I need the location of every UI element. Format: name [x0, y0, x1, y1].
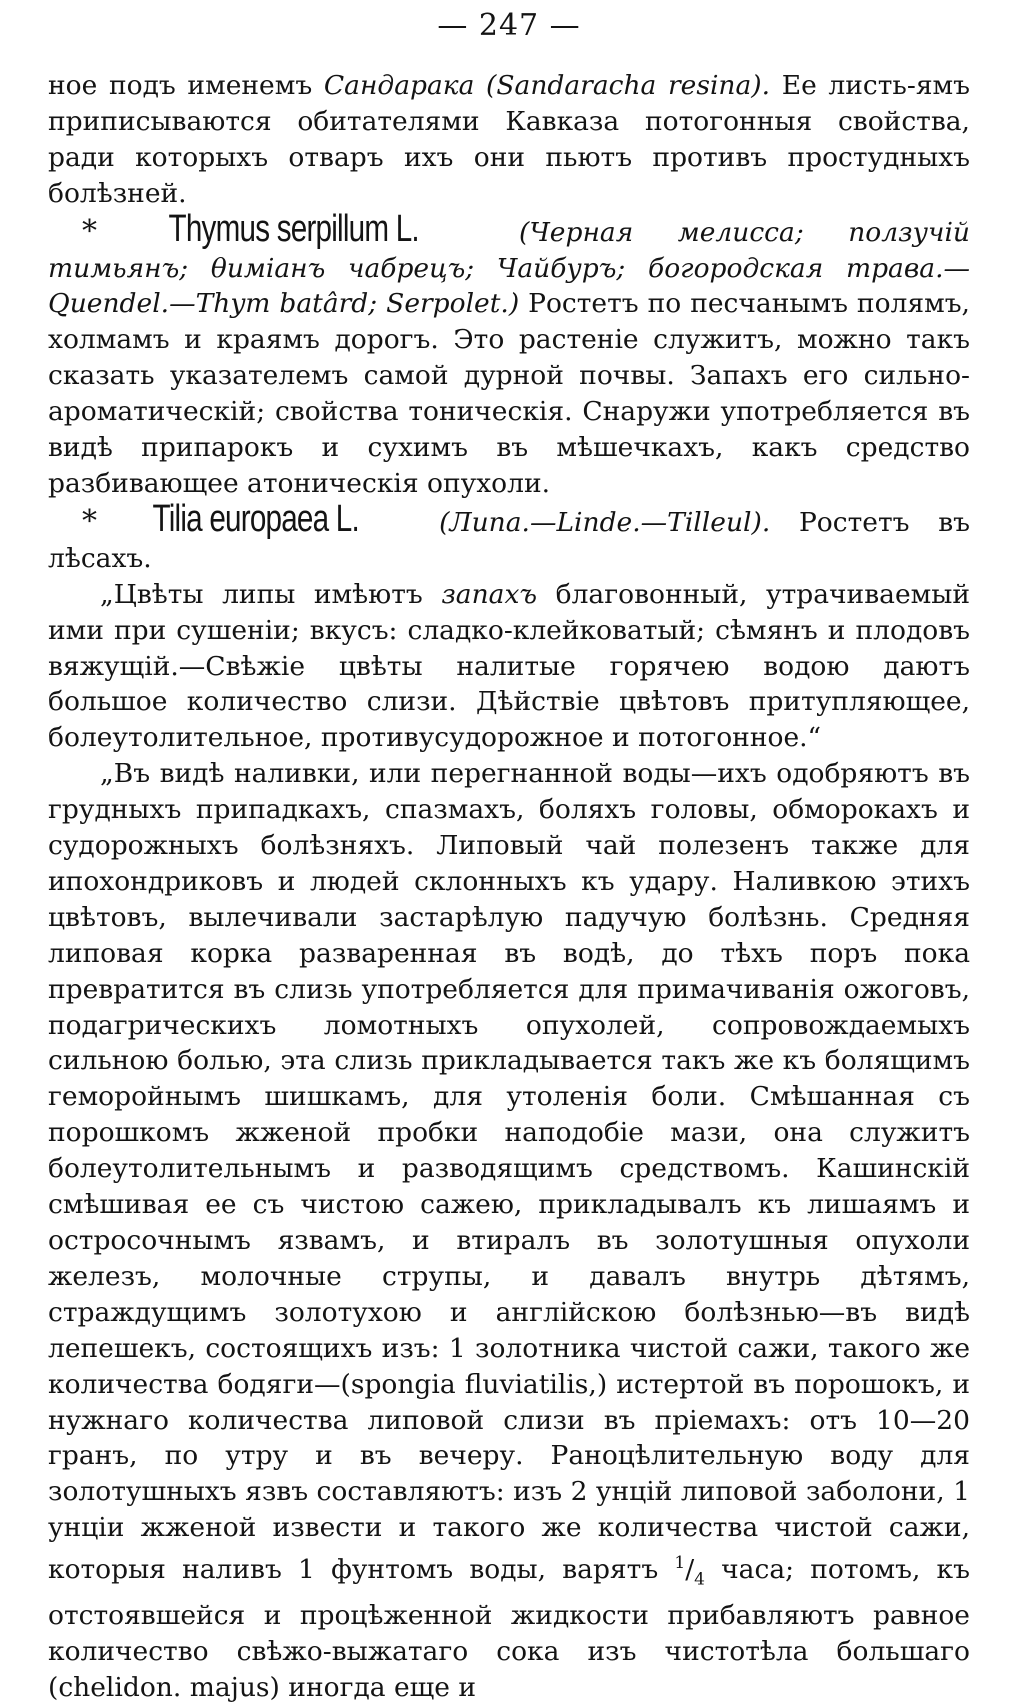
text-run: „Цвѣты липы имѣютъ — [100, 578, 442, 610]
body-text — [48, 68, 970, 1706]
entry-marker: * — [82, 213, 97, 249]
species-name: Tilia europaea L. — [152, 497, 359, 540]
entry-text: Ростетъ въ лѣсахъ. — [48, 506, 970, 574]
fraction: $^1/_4$ — [674, 1553, 705, 1590]
paragraph-uses — [48, 756, 970, 1706]
text-run: часа; потомъ, къ отстоявшейся и процѣженной жидкости прибавляютъ равное количество свѣжо-выжатаго сока изъ чистотѣла большаго (chelidon. majus) иногда еще и — [48, 1553, 970, 1703]
entry-thymus — [48, 207, 970, 502]
text-run: благовонный, утрачиваемый ими при сушенiи; вкусъ: сладко-клейковатый; сѣмянъ и плодовъ вяжущiй.—Свѣжiе цвѣты налитые горячею водою даютъ большое количество слизи. Дѣйствiе цвѣтовъ притупляющее, болеутолительное, противусудорожное и потогонное.“ — [48, 578, 970, 754]
text-run: Ее листь-ямъ приписываются обитателями Кавказа потогонныя свойства, ради которыхъ отваръ ихъ они пьютъ противъ простудныхъ болѣзней. — [48, 70, 971, 209]
fraction-numerator: 1 — [674, 1553, 686, 1574]
entry-text: Ростетъ по песчанымъ полямъ, холмамъ и краямъ дорогъ. Это растенiе служитъ, можно такъ сказать указателемъ самой дурной почвы. Запахъ его сильно-ароматическiй; свойства тоническiя. Снаружи употребляется въ видѣ припарокъ и сухимъ въ мѣшечкахъ, какъ средство разбивающее атоническiя опухоли. — [48, 288, 970, 499]
page-number: — 247 — — [437, 8, 581, 43]
entry-marker: * — [82, 503, 97, 539]
paragraph-flowers — [48, 577, 970, 757]
entry-tilia — [48, 497, 970, 577]
species-name: Thymus serpillum L. — [168, 207, 419, 250]
synonyms: (Липа.—Linde.—Tilleul). — [439, 506, 771, 538]
text-run: „Въ видѣ наливки, или перегнанной воды—ихъ одобряютъ въ грудныхъ припадкахъ, спазмахъ, боляхъ головы, обморокахъ и судорожныхъ болѣзняхъ. Липовый чай полезенъ также для ипохондриковъ и людей склонныхъ къ удару. Наливкою этихъ цвѣтовъ, вылечивали застарѣлую падучую болѣзнь. Средняя липовая корка разваренная въ водѣ, до тѣхъ поръ пока превратится въ слизь употребляется для примачиванiя ожоговъ, подагрическихъ ломотныхъ опухолей, сопровождаемыхъ сильною болью, эта слизь прикладывается такъ же къ болящимъ геморойнымъ шишкамъ, для утоленiя боли. Смѣшанная съ порошкомъ жженой пробки наподобiе мази, она служитъ болеутолительнымъ и разводящимъ средствомъ. Кашинскiй смѣшивая ее съ чистою сажею, прикладывалъ къ лишаямъ и остросочнымъ язвамъ, и втиралъ въ золотушныя опухоли железъ, молочные струпы, и давалъ внутрь дѣтямъ, страждущимъ золотухою и англiйскою болѣзнью—въ видѣ лепешекъ, состоящихъ изъ: 1 золотника чистой сажи, такого же количества бодяги—(spongia fluviatilis,) истертой въ порошокъ, и нужнаго количества липовой слизи въ прiемахъ: отъ 10—20 гранъ, по утру и въ вечеру. Раноцѣлительную воду для золотушныхъ язвъ составляютъ: изъ 2 унцiй липовой заболони, 1 унцiи жженой извести и такого же количества чистой сажи, которыя наливъ 1 фунтомъ воды, варятъ — [48, 758, 970, 1585]
text-run: ное подъ именемъ — [48, 70, 324, 101]
italic-term: запахъ — [441, 578, 538, 610]
italic-term: Сандарака (Sandaracha resina). — [323, 70, 771, 101]
synonyms: (Черная мелисса; ползучiй тимьянъ; θимiанъ чабрецъ; Чайбуръ; богородская трава.—Quendel.—Thym batârd; Serpolet.) — [48, 216, 970, 320]
paragraph-sandarak — [48, 68, 970, 212]
fraction-denominator: 4 — [694, 1569, 705, 1590]
